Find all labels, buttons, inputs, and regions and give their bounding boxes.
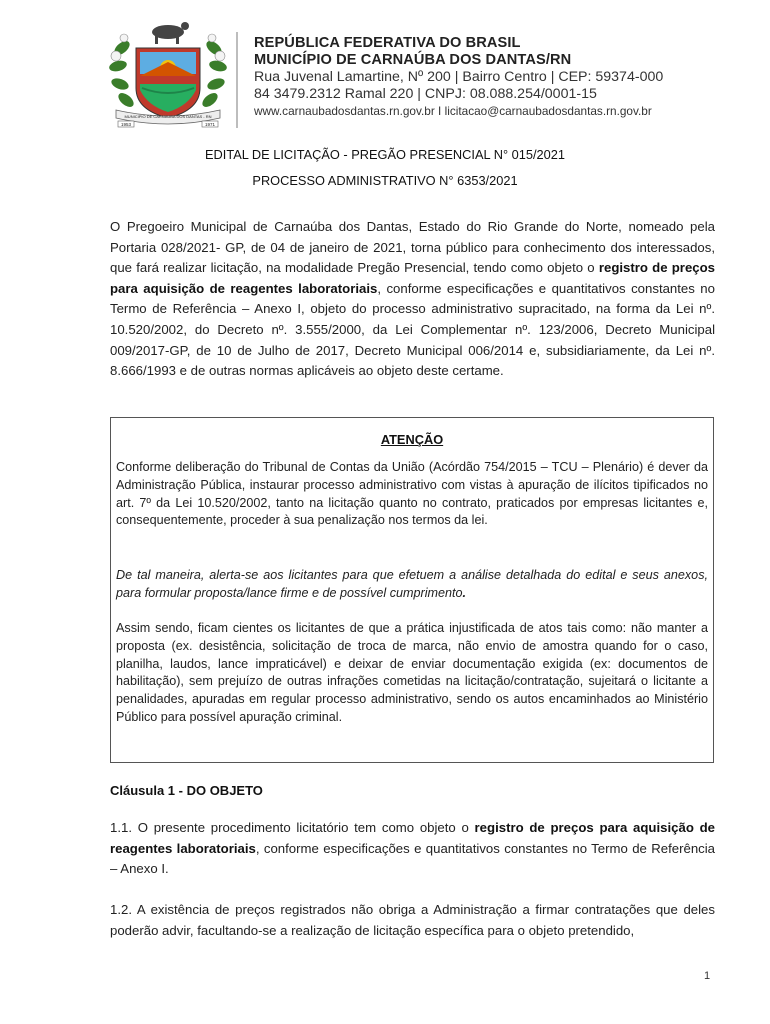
attention-paragraph-2-text: De tal maneira, alerta-se aos licitantes para que efetuem a análise detalhada do edital e seus anexos, para formular proposta/lance firme e de possível cumprimento [116, 568, 708, 600]
attention-title: ATENÇÃO [380, 432, 444, 447]
clause-1-2-paragraph: 1.2. A existência de preços registrados não obriga a Administração a firmar contratações que deles poderão advir, facultando-se a realização de licitação específica para o objeto pretendido, [110, 902, 715, 938]
intro-text-2: , conforme especificações e quantitativos constantes no Termo de Referência – Anexo I, objeto do processo administrativo supracitado, na forma da Lei nº. 10.520/2002, do Decreto nº. 3.555/2000, da Lei Complementar nº. 123/2006, Decreto Municipal 009/2017-GP, de 10 de Julho de 2017, Decreto Municipal 006/2014 e, subsidiariamente, da Lei nº. 8.666/1993 e de outras normas aplicáveis ao objeto deste certame. [110, 280, 715, 379]
clause-1-1-text-2: , conforme especificações e quantitativos constantes no Termo de Referência – Anexo I. [110, 840, 716, 877]
phone-cnpj-line: 84 3479.2312 Ramal 220 | CNPJ: 08.088.254/0001-15 [254, 86, 597, 102]
page-number: 1 [704, 970, 711, 982]
intro-object-bold: registro de preços para aquisição de reagentes laboratoriais [110, 260, 716, 296]
address-line: Rua Juvenal Lamartine, Nº 200 | Bairro Centro | CEP: 59374-000 [254, 69, 664, 85]
attention-box [110, 417, 714, 763]
attention-paragraph-1: Conforme deliberação do Tribunal de Contas da União (Acórdão 754/2015 – TCU – Plenário) é dever da Administração Pública, instaurar processo administrativo com vistas à apuração de ilícitos tipificados no art. 7º da Lei 10.520/2002, tanto na licitação quanto no contrato, praticados por empresas licitantes e, consequentemente, proceder à sua penalização nos termos da lei. [116, 460, 708, 528]
header-divider [236, 32, 238, 128]
clause-1-1-paragraph [110, 818, 715, 880]
svg-text:MUNICIPIO DE CARNAUBA DOS DANT: MUNICIPIO DE CARNAUBA DOS DANTAS - RN [124, 114, 212, 119]
svg-text:1971: 1971 [204, 122, 216, 127]
svg-text:1953: 1953 [120, 122, 132, 127]
process-title: PROCESSO ADMINISTRATIVO N° 6353/2021 [252, 173, 518, 188]
municipality-name: MUNICÍPIO DE CARNAÚBA DOS DANTAS/RN [254, 52, 572, 68]
clause-1-1-bold: registro de preços para aquisição de reagentes laboratoriais [110, 820, 715, 856]
attention-paragraph-2-end: . [462, 585, 466, 600]
country-name: REPÚBLICA FEDERATIVA DO BRASIL [254, 35, 521, 51]
website-email-line: www.carnaubadosdantas.rn.gov.br I licitacao@carnaubadosdantas.rn.gov.br [254, 104, 652, 118]
attention-paragraph-3: Assim sendo, ficam cientes os licitantes de que a prática injustificada de atos tais como: não manter a proposta (ex. desistência, solicitação de troca de marca, não envio de amostra quando for o caso, planilha, laudos, lance impraticável) e deixar de enviar documentação exigida (ex: documentos de habilitação), sem prejuízo de outras infrações cometidas na licitação/contratação, sujeitará o licitante a penalidades, apuradas em regular processo administrativo, sendo os autos encaminhados ao Ministério Público para possível apuração criminal. [116, 621, 708, 724]
letterhead-text [254, 35, 724, 119]
municipal-crest-logo [108, 18, 228, 130]
intro-paragraph [110, 217, 715, 382]
letterhead [108, 18, 718, 128]
clause-1-heading: Cláusula 1 - DO OBJETO [110, 783, 263, 798]
edital-title: EDITAL DE LICITAÇÃO - PREGÃO PRESENCIAL N° 015/2021 [205, 147, 565, 162]
attention-paragraph-2 [116, 567, 708, 603]
intro-text-1: O Pregoeiro Municipal de Carnaúba dos Dantas, Estado do Rio Grande do Norte, nomeado pela Portaria 028/2021- GP, de 04 de janeiro de 2021, torna público para conhecimento dos interessados, que fará realizar licitação, na modalidade Pregão Presencial, tendo como objeto o [110, 219, 715, 276]
clause-1-1-text-1: 1.1. O presente procedimento licitatório tem como objeto o [110, 820, 475, 835]
